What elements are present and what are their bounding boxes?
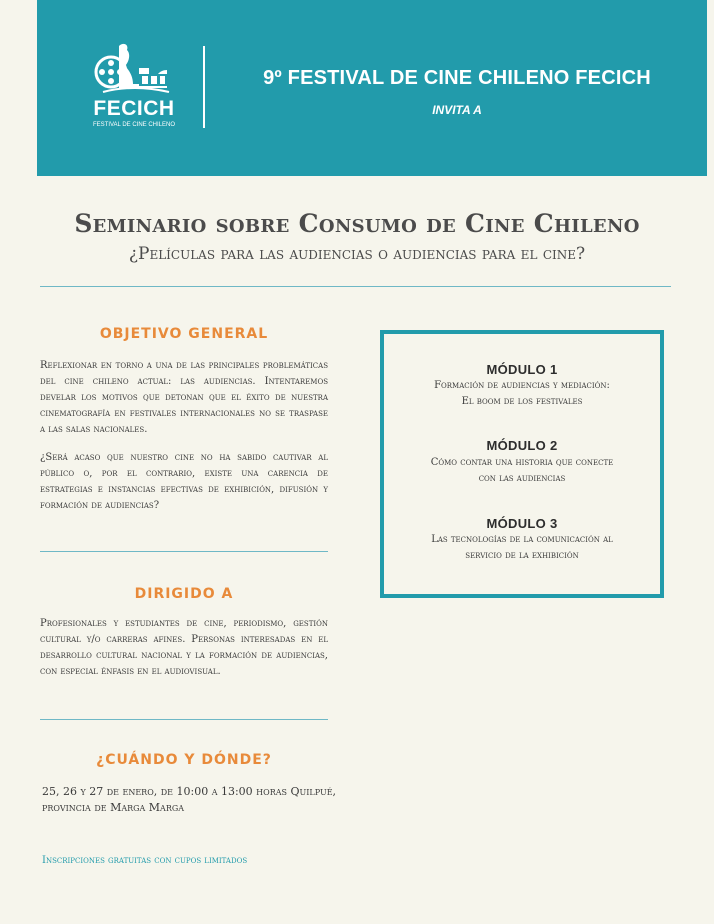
module-1-title: MÓDULO 1 (486, 362, 558, 377)
dirigido-paragraph: Profesionales y estudiantes de cine, periodismo, gestión cultural y/o carreras afines. Personas interesadas en el desarrollo cultural nacional y la formación de audiencias, con especial énfasis en el audiovisual. (40, 618, 328, 677)
module-2-title: MÓDULO 2 (486, 438, 558, 453)
cuando-line-2: provincia de Marga Marga (42, 801, 185, 814)
title-divider (40, 286, 671, 287)
module-3-line-2: servicio de la exhibición (465, 550, 579, 561)
festival-subtitle: INVITA A (432, 103, 482, 117)
section-divider (40, 551, 328, 552)
objetivo-paragraph-2: ¿Será acaso que nuestro cine no ha sabido cautivar al público o, por el contrario, existe una carencia de estrategias e instancias efectivas de exhibición, difusión y formación de audiencias? (40, 452, 328, 511)
objetivo-heading: OBJETIVO GENERAL (99, 326, 269, 342)
modules-box (380, 330, 664, 598)
objetivo-paragraph-1: Reflexionar en torno a una de las principales problemáticas del cine chileno actual: las audiencias. Intentaremos develar los motivos que detonan que el éxito de nuestra cinematografía en festivales internacionales no se traspase a las salas nacionales. (40, 360, 328, 435)
header-divider (203, 46, 205, 128)
film-reel-icon (89, 40, 179, 100)
seminar-subtitle: ¿Películas para las audiencias o audiencias para el cine? (128, 244, 586, 264)
logo-subtext: FESTIVAL DE CINE CHILENO (92, 122, 176, 128)
seminar-title: Seminario sobre Consumo de Cine Chileno (74, 209, 640, 238)
cuando-heading: ¿CUÁNDO Y DÓNDE? (96, 752, 272, 768)
registration-note: Inscripciones gratuitas con cupos limitados (42, 855, 248, 866)
logo-text: FECICH (93, 97, 175, 120)
module-1-line-1: Formación de audiencias y mediación: (434, 380, 610, 391)
cuando-line-1: 25, 26 y 27 de enero, de 10:00 a 13:00 horas Quilpué, (42, 785, 337, 798)
dirigido-heading: DIRIGIDO A (134, 586, 234, 602)
module-1-line-2: El boom de los festivales (461, 396, 583, 407)
module-2-line-2: con las audiencias (478, 473, 566, 484)
festival-title: 9º FESTIVAL DE CINE CHILENO FECICH (263, 67, 651, 89)
section-divider (40, 719, 328, 720)
module-3-line-1: Las tecnologías de la comunicación al (431, 534, 613, 545)
header-banner (37, 0, 707, 176)
module-2-line-1: Cómo contar una historia que conecte (430, 457, 614, 468)
fecich-logo (89, 40, 179, 135)
module-3-title: MÓDULO 3 (486, 516, 558, 531)
